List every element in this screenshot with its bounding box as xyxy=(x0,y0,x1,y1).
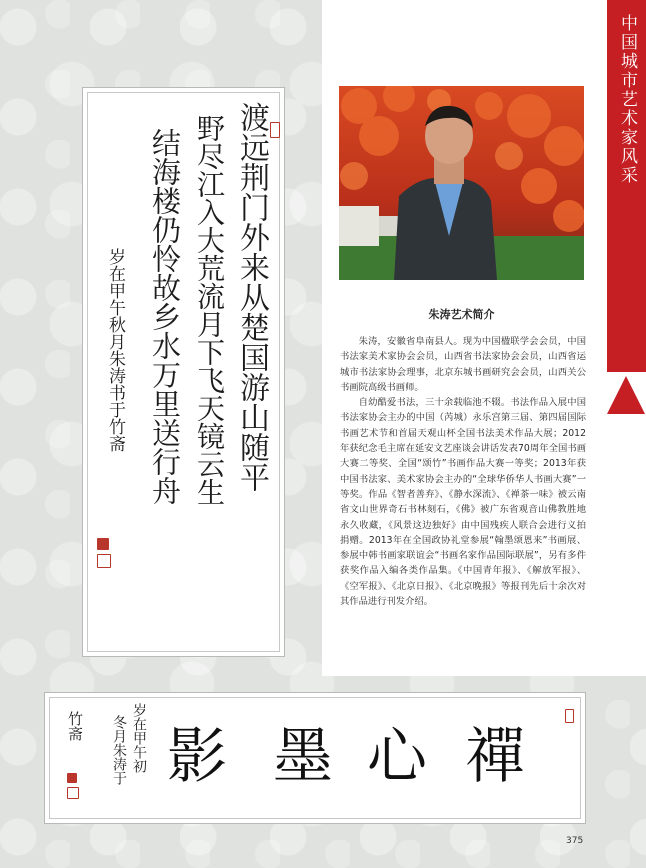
calligraphy-vertical-scroll xyxy=(82,87,285,657)
horizontal-inscription: 冬月朱涛于 xyxy=(111,715,127,785)
profile-bio xyxy=(340,334,586,609)
poem-column-2: 野尽江入大荒流月下飞天镜云生 xyxy=(193,114,226,506)
horizontal-inscription: 竹斋 xyxy=(66,711,84,741)
section-tab-label: 中国城市艺术家风采 xyxy=(617,14,637,185)
poem-column-1: 渡远荆门外来从楚国游山随平 xyxy=(234,102,269,492)
seal-mark xyxy=(67,787,79,799)
big-character: 墨 xyxy=(273,722,333,792)
seal-mark xyxy=(565,709,574,723)
big-character: 禪 xyxy=(465,722,525,792)
artist-portrait-photo xyxy=(339,86,584,280)
poem-inscription: 岁在甲午秋月朱涛书于竹斋 xyxy=(105,248,125,452)
portrait-image xyxy=(339,86,584,280)
calligraphy-horizontal-scroll xyxy=(44,692,586,824)
profile-heading: 朱涛艺术简介 xyxy=(428,308,495,321)
seal-mark xyxy=(97,538,109,550)
big-character: 心 xyxy=(367,722,427,792)
bio-paragraph: 自幼酷爱书法，三十余载临池不辍。书法作品入展中国书法家协会主办的中国（芮城）永乐宫第三届、第四届国际书画艺术节和首届天观山杯全国书法美术作品大展；2012年获纪念毛主席在延安文艺座谈会讲话发表70周年全国书画大赛二等奖、全国“颂竹”书画作品大赛一等奖；2013年获中国书法家、美术家协会主办的“全球华侨华人书画大赛”一等奖。作品《智者善弃》、《静水深流》、《禅茶一味》被云南省文山世界奇石书林刻石，《佛》被广东省观音山佛教胜地永久收藏，《风景这边独好》由中国残疾人联合会进行义拍捐赠。2013年在全国政协礼堂参展“翰墨颂恩来”书画展、参展中韩书画家联谊会“书画名家作品国际联展”，另有多件获奖作品入编各类作品集。《中国青年报》、《解放军报》、《空军报》、《北京日报》、《北京晚报》等报刊先后十余次对其作品进行刊发介绍。 xyxy=(340,397,586,608)
tab-triangle-marker xyxy=(607,376,645,414)
section-tab xyxy=(607,0,646,372)
seal-mark xyxy=(67,773,77,783)
poem-column-3: 结海楼仍怜故乡水万里送行舟 xyxy=(148,128,182,505)
big-character: 影 xyxy=(167,722,227,792)
page-number: 375 xyxy=(566,836,584,846)
seal-mark xyxy=(97,554,111,568)
horizontal-inscription: 岁在甲午初 xyxy=(131,703,147,773)
bio-paragraph: 朱涛，安徽省阜南县人。现为中国楹联学会会员，中国书法家美术家协会会员，山西省书法家协会会员，山西省运城市书法家协会理事，北京东城书画研究会会员，山西关公书画院高级书画师。 xyxy=(340,336,586,393)
